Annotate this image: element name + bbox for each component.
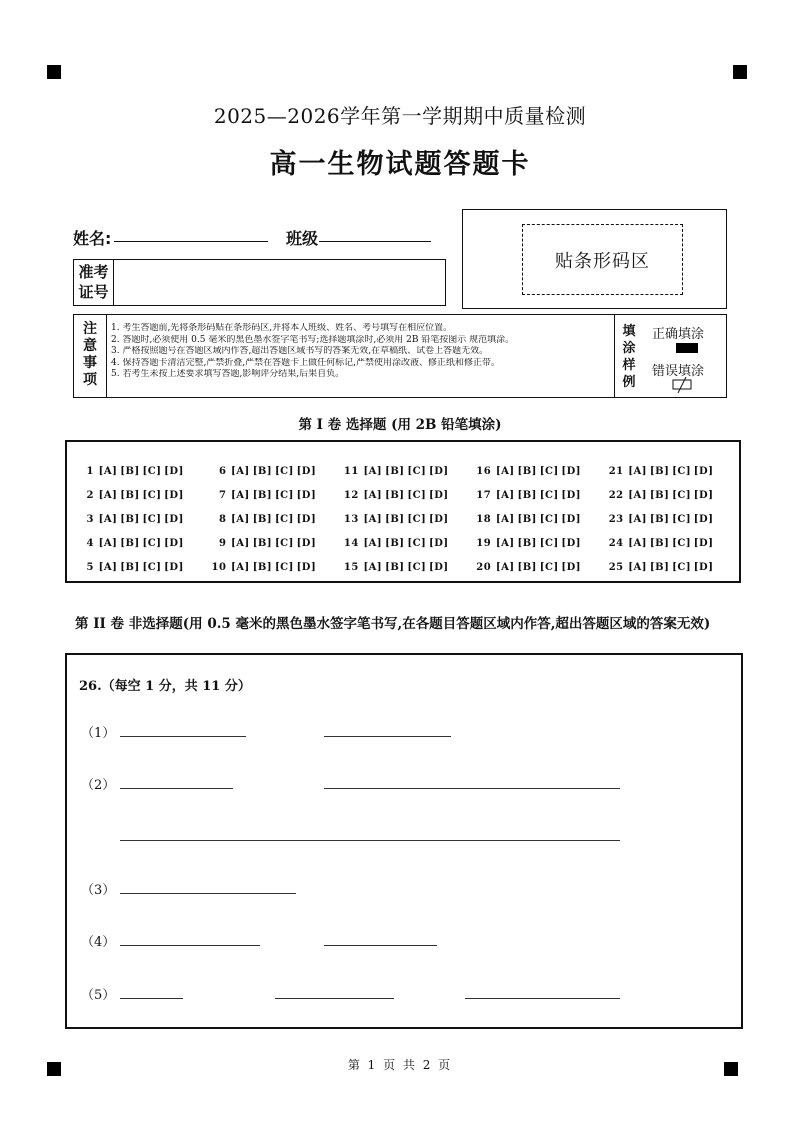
choice-option-b[interactable]: [B] bbox=[385, 465, 405, 477]
answer-blank[interactable] bbox=[120, 736, 246, 737]
choice-question-21 bbox=[603, 466, 735, 477]
choice-option-b[interactable]: [B] bbox=[120, 465, 140, 477]
question-26-box bbox=[65, 653, 743, 1029]
correct-fill-sample-icon bbox=[676, 343, 698, 353]
choice-option-d[interactable]: [D] bbox=[296, 513, 317, 525]
choice-option-b[interactable]: [B] bbox=[385, 489, 405, 501]
q26-part3-label: （3） bbox=[81, 883, 116, 898]
choice-option-a[interactable]: [A] bbox=[98, 561, 118, 573]
choice-option-c[interactable]: [C] bbox=[672, 465, 692, 477]
choice-option-d[interactable]: [D] bbox=[296, 537, 317, 549]
choice-option-c[interactable]: [C] bbox=[672, 537, 692, 549]
answer-sheet-title: 高一生物试题答题卡 bbox=[269, 149, 531, 180]
wrong-fill-label: 错误填涂 bbox=[652, 364, 705, 379]
registration-mark-top-left bbox=[47, 65, 61, 79]
choice-option-a[interactable]: [A] bbox=[231, 513, 250, 525]
choice-option-c[interactable]: [C] bbox=[274, 537, 294, 549]
class-label: 班级 bbox=[286, 229, 319, 248]
choice-option-d[interactable]: [D] bbox=[428, 489, 449, 501]
barcode-label: 贴条形码区 bbox=[555, 250, 650, 272]
q26-part4-label: （4） bbox=[81, 935, 116, 950]
answer-blank[interactable] bbox=[324, 736, 451, 737]
choice-option-a[interactable]: [A] bbox=[98, 465, 118, 477]
choice-row bbox=[73, 555, 735, 579]
question-number: 8 bbox=[218, 513, 227, 525]
notice-list bbox=[111, 323, 611, 381]
choice-option-a[interactable]: [A] bbox=[628, 489, 647, 501]
choice-row bbox=[73, 459, 735, 483]
question-number: 22 bbox=[608, 489, 624, 501]
choice-option-b[interactable]: [B] bbox=[120, 513, 140, 525]
question-number: 21 bbox=[608, 465, 624, 477]
question-number: 20 bbox=[476, 561, 492, 573]
choice-option-b[interactable]: [B] bbox=[385, 537, 405, 549]
choice-option-c[interactable]: [C] bbox=[274, 513, 294, 525]
answer-blank[interactable] bbox=[120, 945, 260, 946]
choice-option-d[interactable]: [D] bbox=[164, 465, 184, 477]
choice-option-c[interactable]: [C] bbox=[407, 537, 427, 549]
question-number: 7 bbox=[218, 489, 227, 501]
choice-question-1 bbox=[73, 466, 205, 477]
choice-option-c[interactable]: [C] bbox=[142, 561, 162, 573]
barcode-sticker-zone[interactable] bbox=[522, 224, 683, 295]
choice-option-b[interactable]: [B] bbox=[120, 489, 140, 501]
question-number: 12 bbox=[343, 489, 359, 501]
choice-option-b[interactable]: [B] bbox=[252, 561, 273, 573]
question-number: 16 bbox=[476, 465, 492, 477]
choice-option-b[interactable]: [B] bbox=[649, 561, 670, 573]
choice-option-a[interactable]: [A] bbox=[231, 489, 250, 501]
choice-row bbox=[73, 507, 735, 531]
question-number: 17 bbox=[476, 489, 492, 501]
choice-option-b[interactable]: [B] bbox=[517, 489, 537, 501]
choice-option-a[interactable]: [A] bbox=[363, 489, 383, 501]
choice-grid bbox=[73, 459, 735, 579]
choice-option-c[interactable]: [C] bbox=[142, 489, 162, 501]
choice-option-a[interactable]: [A] bbox=[628, 561, 647, 573]
choice-question-22 bbox=[603, 490, 735, 501]
choice-option-d[interactable]: [D] bbox=[693, 561, 714, 573]
divider bbox=[614, 315, 615, 397]
section1-title: 第 I 卷 选择题 (用 2B 铅笔填涂) bbox=[298, 417, 502, 433]
choice-question-14 bbox=[338, 538, 470, 549]
choice-option-d[interactable]: [D] bbox=[561, 561, 582, 573]
choice-option-a[interactable]: [A] bbox=[628, 465, 647, 477]
q26-part2-label: （2） bbox=[81, 778, 116, 793]
choice-question-7 bbox=[205, 490, 337, 501]
question-number: 9 bbox=[218, 537, 227, 549]
choice-option-d[interactable]: [D] bbox=[164, 489, 184, 501]
multiple-choice-box bbox=[65, 440, 741, 583]
question-number: 10 bbox=[211, 561, 227, 573]
choice-option-b[interactable]: [B] bbox=[517, 465, 537, 477]
question-number: 18 bbox=[476, 513, 492, 525]
choice-question-18 bbox=[470, 514, 602, 525]
choice-option-b[interactable]: [B] bbox=[385, 561, 405, 573]
choice-option-c[interactable]: [C] bbox=[407, 489, 427, 501]
choice-option-b[interactable]: [B] bbox=[517, 537, 537, 549]
choice-question-2 bbox=[73, 490, 205, 501]
choice-option-a[interactable]: [A] bbox=[231, 537, 250, 549]
notice-box bbox=[73, 314, 727, 398]
notice-item: 5. 若考生未按上述要求填写答题,影响评分结果,后果自负。 bbox=[111, 369, 345, 379]
question-number: 5 bbox=[86, 561, 94, 573]
question-number: 23 bbox=[608, 513, 624, 525]
choice-question-12 bbox=[338, 490, 470, 501]
choice-option-a[interactable]: [A] bbox=[231, 561, 250, 573]
choice-option-d[interactable]: [D] bbox=[561, 465, 582, 477]
choice-option-d[interactable]: [D] bbox=[428, 537, 449, 549]
choice-option-c[interactable]: [C] bbox=[142, 537, 162, 549]
choice-option-c[interactable]: [C] bbox=[142, 513, 162, 525]
exam-title: 2025—2026学年第一学期期中质量检测 bbox=[213, 104, 587, 128]
choice-question-3 bbox=[73, 514, 205, 525]
choice-option-b[interactable]: [B] bbox=[649, 537, 670, 549]
choice-option-d[interactable]: [D] bbox=[693, 489, 714, 501]
name-label: 姓名: bbox=[73, 229, 112, 248]
choice-question-13 bbox=[338, 514, 470, 525]
choice-option-a[interactable]: [A] bbox=[98, 537, 118, 549]
choice-question-17 bbox=[470, 490, 602, 501]
answer-blank[interactable] bbox=[120, 840, 620, 841]
choice-option-a[interactable]: [A] bbox=[495, 489, 515, 501]
choice-option-d[interactable]: [D] bbox=[296, 465, 317, 477]
choice-option-a[interactable]: [A] bbox=[98, 513, 118, 525]
choice-option-b[interactable]: [B] bbox=[649, 513, 670, 525]
answer-blank[interactable] bbox=[324, 788, 620, 789]
choice-option-a[interactable]: [A] bbox=[363, 513, 383, 525]
choice-option-c[interactable]: [C] bbox=[407, 513, 427, 525]
answer-blank[interactable] bbox=[120, 998, 183, 999]
choice-option-b[interactable]: [B] bbox=[385, 513, 405, 525]
choice-option-a[interactable]: [A] bbox=[98, 489, 118, 501]
q26-part1-label: （1） bbox=[81, 726, 116, 741]
choice-option-b[interactable]: [B] bbox=[517, 513, 537, 525]
notice-item: 2. 答题时,必须使用 0.5 毫米的黑色墨水签字笔书写;选择题填涂时,必须用 2B 铅笔按图示 规范填涂。 bbox=[111, 334, 515, 345]
choice-option-c[interactable]: [C] bbox=[672, 489, 692, 501]
choice-question-23 bbox=[603, 514, 735, 525]
choice-option-b[interactable]: [B] bbox=[649, 465, 670, 477]
question-number: 3 bbox=[86, 513, 94, 525]
choice-question-25 bbox=[603, 562, 735, 573]
choice-option-b[interactable]: [B] bbox=[517, 561, 537, 573]
choice-option-c[interactable]: [C] bbox=[407, 561, 427, 573]
answer-blank[interactable] bbox=[465, 998, 620, 999]
fill-example-title: 填 涂 样 例 bbox=[622, 324, 636, 390]
exam-number-label: 准考 证号 bbox=[74, 260, 114, 305]
choice-option-d[interactable]: [D] bbox=[164, 537, 184, 549]
choice-option-a[interactable]: [A] bbox=[231, 465, 250, 477]
choice-option-a[interactable]: [A] bbox=[628, 537, 647, 549]
question-number: 24 bbox=[608, 537, 624, 549]
choice-question-4 bbox=[73, 538, 205, 549]
choice-question-10 bbox=[205, 562, 337, 573]
choice-question-11 bbox=[338, 466, 470, 477]
choice-option-c[interactable]: [C] bbox=[539, 465, 559, 477]
choice-row bbox=[73, 531, 735, 555]
choice-option-c[interactable]: [C] bbox=[672, 561, 692, 573]
choice-option-d[interactable]: [D] bbox=[693, 465, 714, 477]
choice-option-a[interactable]: [A] bbox=[363, 465, 383, 477]
choice-option-b[interactable]: [B] bbox=[120, 561, 140, 573]
choice-question-16 bbox=[470, 466, 602, 477]
choice-option-a[interactable]: [A] bbox=[495, 465, 515, 477]
choice-option-b[interactable]: [B] bbox=[120, 537, 140, 549]
choice-option-a[interactable]: [A] bbox=[495, 561, 515, 573]
choice-question-9 bbox=[205, 538, 337, 549]
barcode-area bbox=[462, 209, 727, 309]
choice-option-a[interactable]: [A] bbox=[628, 513, 647, 525]
choice-option-d[interactable]: [D] bbox=[428, 561, 449, 573]
choice-option-b[interactable]: [B] bbox=[649, 489, 670, 501]
choice-option-d[interactable]: [D] bbox=[561, 537, 582, 549]
answer-blank[interactable] bbox=[275, 998, 394, 999]
choice-option-d[interactable]: [D] bbox=[428, 513, 449, 525]
question-number: 2 bbox=[86, 489, 94, 501]
choice-question-15 bbox=[338, 562, 470, 573]
choice-option-b[interactable]: [B] bbox=[252, 489, 273, 501]
choice-option-d[interactable]: [D] bbox=[693, 537, 714, 549]
question-number: 14 bbox=[343, 537, 359, 549]
choice-option-d[interactable]: [D] bbox=[428, 465, 449, 477]
registration-mark-top-right bbox=[733, 65, 747, 79]
choice-question-5 bbox=[73, 562, 205, 573]
question-number: 6 bbox=[218, 465, 227, 477]
question-26-title: 26.（每空 1 分，共 11 分） bbox=[79, 679, 251, 694]
wrong-fill-sample-icon bbox=[672, 377, 692, 393]
choice-option-d[interactable]: [D] bbox=[296, 489, 317, 501]
correct-fill-label: 正确填涂 bbox=[652, 327, 705, 342]
choice-option-d[interactable]: [D] bbox=[561, 489, 582, 501]
notice-item: 3. 严格按照题号在答题区域内作答,超出答题区域书写的答案无效,在草稿纸、试卷上答题无效。 bbox=[111, 346, 489, 356]
choice-option-a[interactable]: [A] bbox=[495, 537, 515, 549]
notice-title: 注 意 事 项 bbox=[74, 315, 107, 397]
question-number: 25 bbox=[608, 561, 624, 573]
choice-option-a[interactable]: [A] bbox=[495, 513, 515, 525]
exam-number-box[interactable] bbox=[73, 259, 446, 306]
choice-option-d[interactable]: [D] bbox=[693, 513, 714, 525]
choice-option-a[interactable]: [A] bbox=[363, 561, 383, 573]
question-number: 11 bbox=[343, 465, 359, 477]
choice-option-b[interactable]: [B] bbox=[252, 537, 273, 549]
choice-option-c[interactable]: [C] bbox=[274, 465, 294, 477]
notice-item: 1. 考生答题前,先将条形码贴在条形码区,并将本人班级、姓名、考号填写在相应位置。 bbox=[111, 323, 453, 333]
choice-question-19 bbox=[470, 538, 602, 549]
choice-option-c[interactable]: [C] bbox=[672, 513, 692, 525]
question-number: 13 bbox=[343, 513, 359, 525]
page-number: 第 1 页 共 2 页 bbox=[347, 1058, 453, 1072]
answer-blank[interactable] bbox=[324, 945, 437, 946]
q26-part5-label: （5） bbox=[81, 988, 116, 1003]
choice-option-a[interactable]: [A] bbox=[363, 537, 383, 549]
name-field[interactable] bbox=[114, 241, 268, 242]
class-field[interactable] bbox=[319, 241, 431, 242]
answer-blank[interactable] bbox=[120, 893, 296, 894]
choice-option-c[interactable]: [C] bbox=[539, 561, 559, 573]
choice-option-d[interactable]: [D] bbox=[164, 561, 184, 573]
choice-option-d[interactable]: [D] bbox=[561, 513, 582, 525]
question-number: 15 bbox=[343, 561, 359, 573]
choice-option-c[interactable]: [C] bbox=[539, 489, 559, 501]
answer-blank[interactable] bbox=[120, 788, 233, 789]
choice-option-c[interactable]: [C] bbox=[539, 537, 559, 549]
choice-question-24 bbox=[603, 538, 735, 549]
choice-option-c[interactable]: [C] bbox=[407, 465, 427, 477]
choice-question-20 bbox=[470, 562, 602, 573]
choice-option-b[interactable]: [B] bbox=[252, 513, 273, 525]
question-number: 19 bbox=[476, 537, 492, 549]
section2-title: 第 II 卷 非选择题(用 0.5 毫米的黑色墨水签字笔书写,在各题目答题区域内作答,超出答题区域的答案无效) bbox=[75, 616, 711, 632]
choice-question-8 bbox=[205, 514, 337, 525]
choice-option-c[interactable]: [C] bbox=[274, 489, 294, 501]
notice-item: 4. 保持答题卡清洁完整,严禁折叠,严禁在答题卡上做任何标记,严禁使用涂改液、修正纸和修正带。 bbox=[111, 357, 501, 368]
question-number: 1 bbox=[86, 465, 94, 477]
choice-option-d[interactable]: [D] bbox=[296, 561, 317, 573]
choice-question-6 bbox=[205, 466, 337, 477]
choice-option-c[interactable]: [C] bbox=[274, 561, 294, 573]
choice-option-d[interactable]: [D] bbox=[164, 513, 184, 525]
choice-option-b[interactable]: [B] bbox=[252, 465, 273, 477]
choice-option-c[interactable]: [C] bbox=[539, 513, 559, 525]
choice-row bbox=[73, 483, 735, 507]
question-number: 4 bbox=[86, 537, 94, 549]
choice-option-c[interactable]: [C] bbox=[142, 465, 162, 477]
